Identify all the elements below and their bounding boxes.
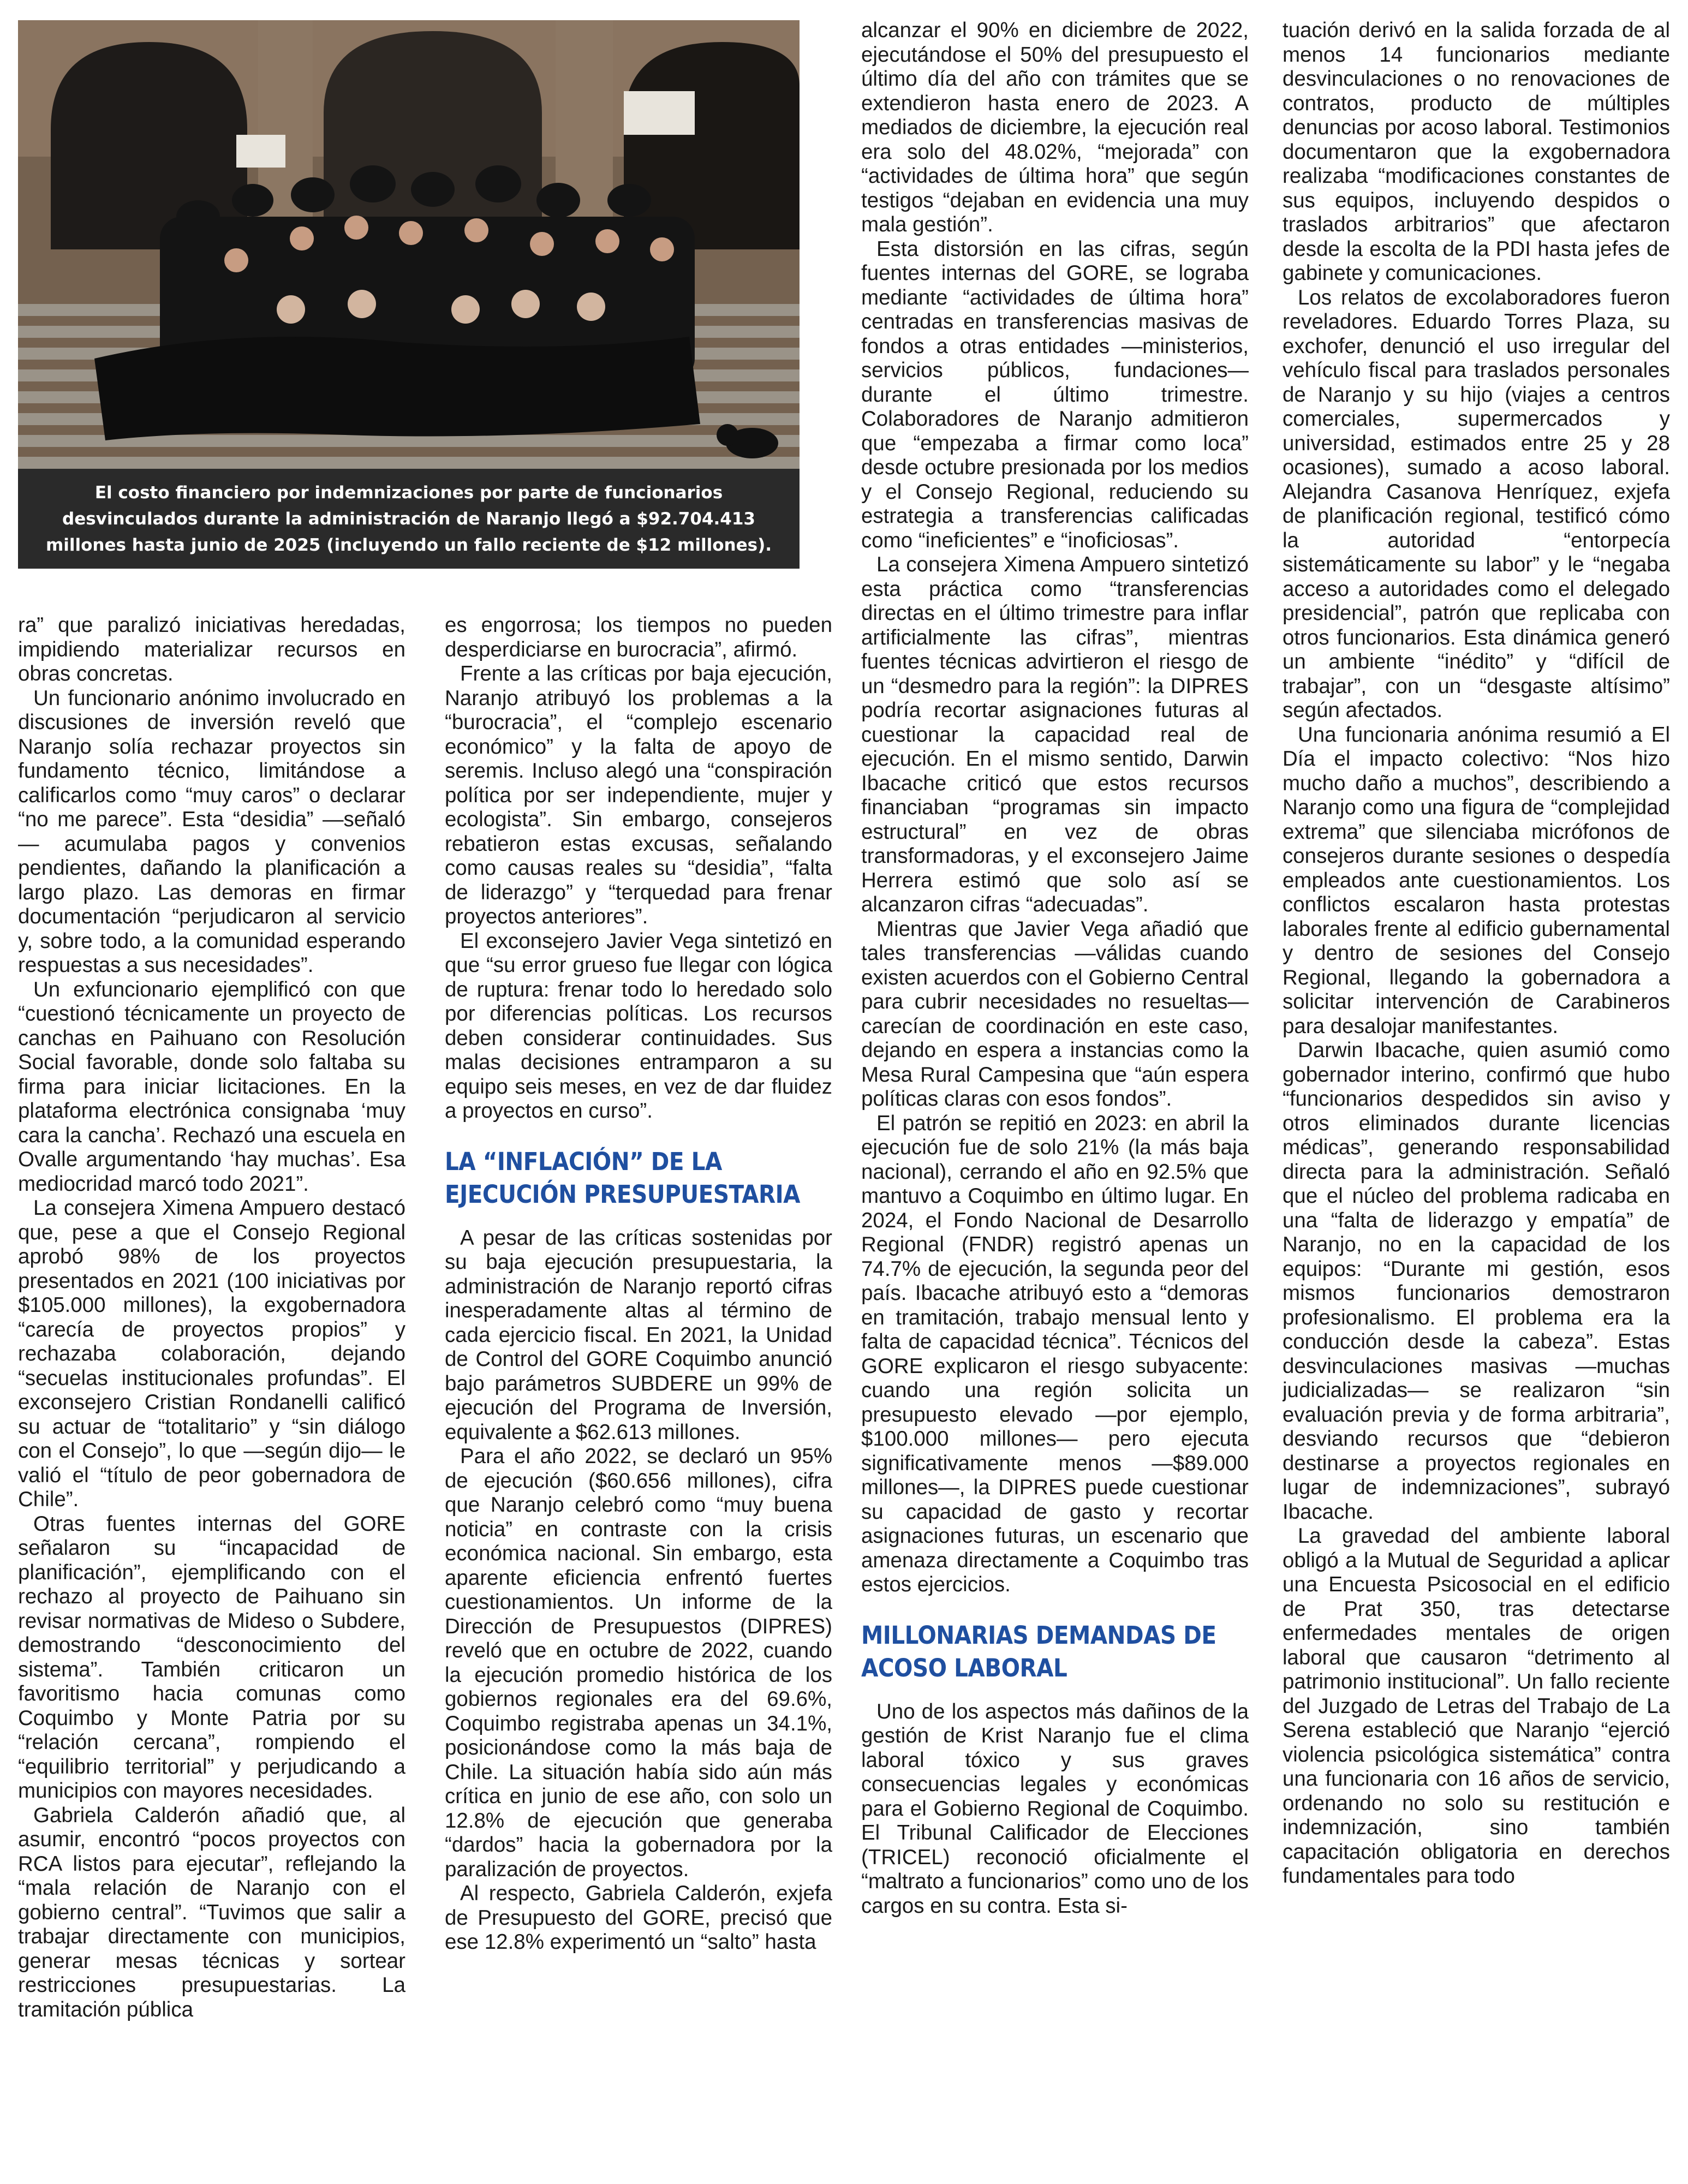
paragraph: El patrón se repitió en 2023: en abril la ejecución fue de solo 21% (la más baja nacional), cerrando el año en 92.5% que mantuvo a Coquimbo en último lugar. En 2024, el Fondo Nacional de Desarrollo Regional (FNDR) registró apenas un 74.7% de ejecución, la segunda peor del país. Ibacache atribuyó esto a “demoras en tramitación, trabajo mensual lento y falta de capacidad técnica”. Técnicos del GORE explicaron el riesgo subyacente: cuando una región solicita un presupuesto elevado —por ejemplo, $100.000 millones— pero ejecuta significativamente menos —$89.000 millones—, la DIPRES puede cuestionar su capacidad de gasto y recortar asignaciones futuras, un escenario que amenaza directamente a Coquimbo tras estos ejercicios. (861, 1111, 1249, 1596)
paragraph: Un funcionario anónimo involucrado en discusiones de inversión reveló que Naranjo solía rechazar proyectos sin fundamento técnico, limitándose a calificarlos como “muy caros” o declarar “no me parece”. Esta “desidia” —señaló— acumulaba pagos y convenios pendientes, dañando la planificación a largo plazo. Las demoras en firmar documentación “perjudicaron al servicio y, sobre todo, a la comunidad esperando respuestas a sus necesidades”. (18, 686, 405, 977)
paragraph: El exconsejero Javier Vega sintetizó en que “su error grueso fue llegar con lógica de ruptura: frenar todo lo heredado solo por diferencias políticas. Los recursos deben considerar continuidades. Sus malas decisiones entramparon a su equipo seis meses, en vez de dar fluidez a proyectos en curso”. (445, 929, 832, 1123)
paragraph: Gabriela Calderón añadió que, al asumir, encontró “pocos proyectos con RCA listos para ejecutar”, reflejando la “mala relación de Naranjo con el gobierno central”. “Tuvimos que salir a trabajar directamente con municipios, generar mesas técnicas y sortear restricciones presupuestarias. La tramitación pública (18, 1803, 405, 2021)
paragraph: Al respecto, Gabriela Calderón, exjefa de Presupuesto del GORE, precisó que ese 12.8% experimentó un “salto” hasta (445, 1882, 832, 1954)
paragraph: ra” que paralizó iniciativas heredadas, impidiendo materializar recursos en obras concretas. (18, 613, 405, 685)
paragraph: La consejera Ximena Ampuero sintetizó esta práctica como “transferencias directas en el último trimestre para inflar artificialmente las cifras”, mientras fuentes técnicas advirtieron el riesgo de un “desmedro para la región”: la DIPRES podría recortar asignaciones futuras al cuestionar la capacidad real de ejecución. En el mismo sentido, Darwin Ibacache criticó que estos recursos financiaban “programas sin impacto estructural” en vez de obras transformadoras, y el exconsejero Jaime Herrera estimó que solo así se alcanzaron cifras “adecuadas”. (861, 553, 1249, 916)
paragraph: es engorrosa; los tiempos no pueden desperdiciarse en burocracia”, afirmó. (445, 613, 832, 661)
paragraph: Darwin Ibacache, quien asumió como gobernador interino, confirmó que hubo “funcionarios despedidos sin aviso y otros eliminados durante licencias médicas”, generando responsabilidad directa para la administración. Señaló que el núcleo del problema radicaba en una “falta de liderazgo y empatía” de Naranjo, no en la capacidad de los equipos: “Durante mi gestión, esos mismos funcionarios demostraron profesionalismo. El problema era la conducción desde la cabeza”. Estas desvinculaciones masivas —muchas judicializadas— se realizaron “sin evaluación previa y de forma arbitraria”, desviando recursos que “debieron destinarse a proyectos regionales en lugar de indemnizaciones”, subrayó Ibacache. (1283, 1039, 1670, 1524)
article-column-2 (445, 613, 832, 2169)
paragraph: Esta distorsión en las cifras, según fuentes internas del GORE, se lograba mediante “actividades de última hora” centradas en transferencias masivas de fondos a otras entidades —ministerios, servicios públicos, fundaciones— durante el último trimestre. Colaboradores de Naranjo admitieron que “empezaba a firmar como loca” desde octubre presionada por los medios y el Consejo Regional, reduciendo su estrategia a transferencias calificadas como “ineficientes” e “inoficiosas”. (861, 237, 1249, 552)
article-column-3 (861, 19, 1249, 2169)
paragraph: La consejera Ximena Ampuero destacó que, pese a que el Consejo Regional aprobó 98% de los proyectos presentados en 2021 (100 iniciativas por $105.000 millones), la exgobernadora “carecía de proyectos propios” y rechazaba colaboración, dejando “secuelas institucionales profundas”. El exconsejero Cristian Rondanelli calificó su actuar de “totalitario” y “sin diálogo con el Consejo”, lo que —según dijo— le valió el “título de peor gobernadora de Chile”. (18, 1196, 405, 1511)
protest-photo-illustration (18, 20, 800, 469)
paragraph: Otras fuentes internas del GORE señalaron su “incapacidad de planificación”, ejemplificando con el rechazo al proyecto de Paihuano sin revisar normativas de Mideso o Subdere, demostrando “desconocimiento del sistema”. También criticaron un favoritismo hacia comunas como Coquimbo y Monte Patria por su “relación cercana”, rompiendo el “equilibrio territorial” y perjudicando a municipios con mayores necesidades. (18, 1512, 405, 1803)
paragraph: alcanzar el 90% en diciembre de 2022, ejecutándose el 50% del presupuesto el último día del año con trámites que se extendieron hasta enero de 2023. A mediados de diciembre, la ejecución real era solo del 48.02%, “mejorada” con “actividades de última hora” que según testigos “dejaban en evidencia una muy mala gestión”. (861, 19, 1249, 236)
paragraph: Frente a las críticas por baja ejecución, Naranjo atribuyó los problemas a la “burocracia”, el “complejo escenario económico” y la falta de apoyo de seremis. Incluso alegó una “conspiración política por ser independiente, mujer y ecologista”. Sin embargo, consejeros rebatieron estas excusas, señalando como causas reales su “desidia”, “falta de liderazgo” y “terquedad para frenar proyectos anteriores”. (445, 662, 832, 928)
article-column-1 (18, 613, 405, 2169)
paragraph: A pesar de las críticas sostenidas por su baja ejecución presupuestaria, la administración de Naranjo reportó cifras inesperadamente altas al término de cada ejercicio fiscal. En 2021, la Unidad de Control del GORE Coquimbo anunció bajo parámetros SUBDERE un 99% de ejecución del Programa de Inversión, equivalente a $62.613 millones. (445, 1226, 832, 1444)
paragraph: La gravedad del ambiente laboral obligó a la Mutual de Seguridad a aplicar una Encuesta Psicosocial en el edificio de Prat 350, tras detectarse enfermedades mentales de origen laboral que causaron “detrimento al patrimonio institucional”. Un fallo reciente del Juzgado de Letras del Trabajo de La Serena estableció que Naranjo “ejerció violencia psicológica sistemática” contra una funcionaria con 16 años de servicio, ordenando no solo su restitución e indemnización, sino también capacitación obligatoria en derechos fundamentales para todo (1283, 1524, 1670, 1888)
news-photo (18, 20, 800, 469)
section-heading: LA “INFLACIÓN” DE LA EJECUCIÓN PRESUPUESTARIA (445, 1147, 801, 1209)
article-column-4 (1283, 19, 1670, 2169)
paragraph: tuación derivó en la salida forzada de al menos 14 funcionarios mediante desvinculaciones o no renovaciones de contratos, producto de múltiples denuncias por acoso laboral. Testimonios documentaron que la exgobernadora realizaba “modificaciones constantes de sus equipos, incluyendo despidos o traslados arbitrarios” que afectaron desde la escolta de la PDI hasta jefes de gabinete y comunicaciones. (1283, 19, 1670, 285)
paragraph: Para el año 2022, se declaró un 95% de ejecución ($60.656 millones), cifra que Naranjo celebró como “muy buena noticia” en contraste con la crisis económica nacional. Sin embargo, esta aparente eficiencia enfrentó fuertes cuestionamientos. Un informe de la Dirección de Presupuestos (DIPRES) reveló que en octubre de 2022, cuando la ejecución promedio histórica de los gobiernos regionales era del 69.6%, Coquimbo registraba apenas un 34.1%, posicionándose como la más baja de Chile. La situación había sido aún más crítica en junio de ese año, con solo un 12.8% de ejecución que generaba “dardos” hacia la gobernadora por la paralización de proyectos. (445, 1445, 832, 1881)
section-heading: MILLONARIAS DEMANDAS DE ACOSO LABORAL (861, 1620, 1216, 1682)
paragraph: Mientras que Javier Vega añadió que tales transferencias —válidas cuando existen acuerdos con el Gobierno Central para cubrir necesidades no resueltas— carecían de coordinación en este caso, dejando en espera a instancias como la Mesa Rural Campesina que “aún espera políticas claras con esos fondos”. (861, 917, 1249, 1111)
paragraph: Una funcionaria anónima resumió a El Día el impacto colectivo: “Nos hizo mucho daño a muchos”, describiendo a Naranjo como una figura de “complejidad extrema” que silenciaba micrófonos de consejeros durante sesiones o despedía empleados ante cuestionamientos. Los conflictos escalaron hasta protestas laborales frente al edificio gubernamental y dentro de sesiones del Consejo Regional, llegando la gobernadora a solicitar intervención de Carabineros para desalojar manifestantes. (1283, 723, 1670, 1038)
paragraph: Los relatos de excolaboradores fueron reveladores. Eduardo Torres Plaza, su exchofer, denunció el uso irregular del vehículo fiscal para traslados personales de Naranjo y su hijo (viajes a centros comerciales, supermercados y universidad, estimados entre 25 y 28 ocasiones), sumado a acoso laboral. Alejandra Casanova Henríquez, exjefa de planificación regional, testificó cómo la autoridad “entorpecía sistemáticamente su labor” y le “negaba acceso a autoridades como el delegado presidencial”, patrón que replicaba con otros funcionarios. Esta dinámica generó un ambiente “inédito” y “difícil de trabajar”, con un “desgaste altísimo” según afectados. (1283, 285, 1670, 722)
paragraph: Un exfuncionario ejemplificó con que “cuestionó técnicamente un proyecto de canchas en Paihuano con Resolución Social favorable, donde solo faltaba su firma para iniciar licitaciones. En la plataforma electrónica consignaba ‘muy cara la cancha’. Rechazó una escuela en Ovalle argumentando ‘hay muchas’. Esa mediocridad marcó todo 2021”. (18, 977, 405, 1196)
photo-caption: El costo financiero por indemnizaciones por parte de funcionarios desvinculados durante la administración de Naranjo llegó a $92.704.413 millones hasta junio de 2025 (incluyendo un fallo reciente de $12 millones). (18, 469, 800, 569)
paragraph: Uno de los aspectos más dañinos de la gestión de Krist Naranjo fue el clima laboral tóxico y sus graves consecuencias legales y económicas para el Gobierno Regional de Coquimbo. El Tribunal Calificador de Elecciones (TRICEL) reconoció oficialmente el “maltrato a funcionarios” como uno de los cargos en su contra. Esta si- (861, 1699, 1249, 1918)
